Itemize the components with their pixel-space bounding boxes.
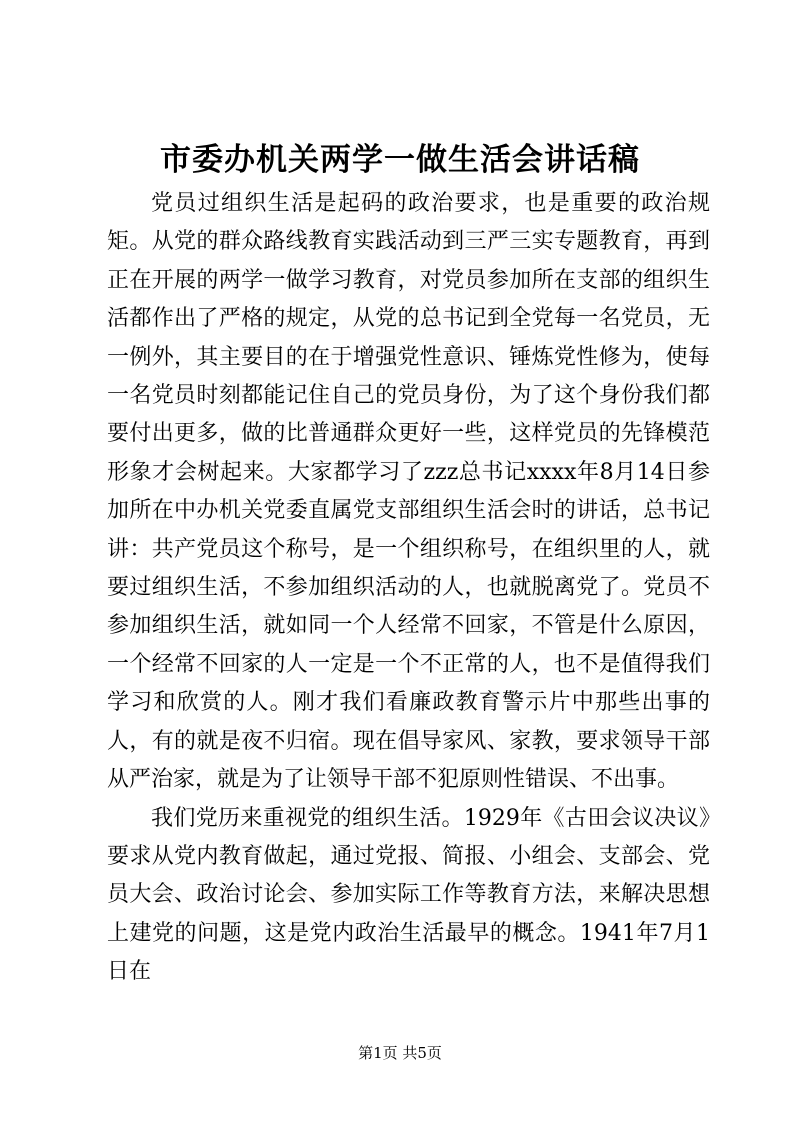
paragraph-1: 党员过组织生活是起码的政治要求，也是重要的政治规矩。从党的群众路线教育实践活动到三严三实专题教育，再到正在开展的两学一做学习教育，对党员参加所在支部的组织生活都作出了严格的规定，从党的总书记到全党每一名党员，无一例外，其主要目的在于增强党性意识、锤炼党性修为，使每一名党员时刻都能记住自己的党员身份，为了这个身份我们都要付出更多，做的比普通群众更好一些，这样党员的先锋模范形象才会树起来。大家都学习了zzz总书记xxxx年8月14日参加所在中办机关党委直属党支部组织生活会时的讲话，总书记讲：共产党员这个称号，是一个组织称号，在组织里的人，就要过组织生活，不参加组织活动的人，也就脱离党了。党员不参加组织生活，就如同一个人经常不回家，不管是什么原因，一个经常不回家的人一定是一个不正常的人，也不是值得我们学习和欣赏的人。刚才我们看廉政教育警示片中那些出事的人，有的就是夜不归宿。现在倡导家风、家教，要求领导干部从严治家，就是为了让领导干部不犯原则性错误、不出事。 [107, 191, 710, 793]
paragraph-2: 我们党历来重视党的组织生活。1929年《古田会议决议》要求从党内教育做起，通过党报、简报、小组会、支部会、党员大会、政治讨论会、参加实际工作等教育方法，来解决思想上建党的问题，这是党内政治生活最早的概念。1941年7月1日在 [107, 805, 710, 985]
document-body [107, 185, 710, 992]
page-number-footer: 第1页 共5页 [358, 1044, 442, 1062]
document-title: 市委办机关两学一做生活会讲话稿 [160, 142, 640, 178]
